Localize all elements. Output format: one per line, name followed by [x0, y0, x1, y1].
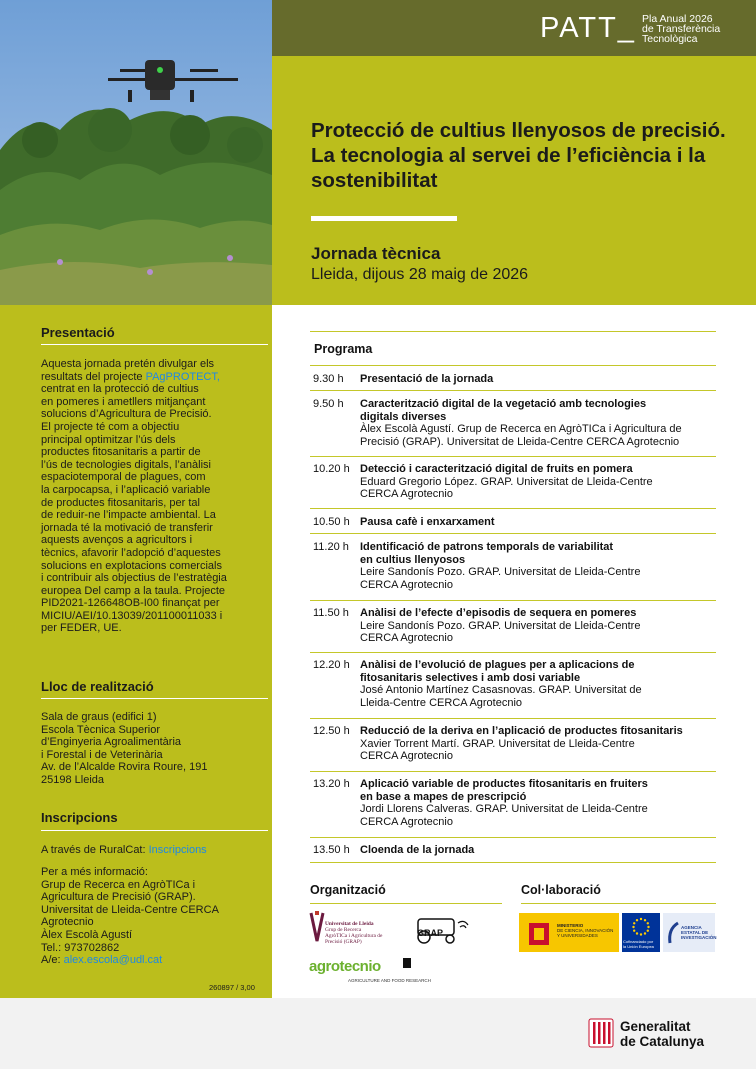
eu-logo: Cofinanciado por la Unión Europea	[622, 913, 660, 952]
program-time: 11.50 h	[313, 607, 349, 619]
patt-logo: PATT_	[540, 12, 636, 44]
program-rule	[310, 837, 716, 838]
project-link[interactable]: PAgPROTECT,	[145, 370, 220, 383]
spain-coat-of-arms-icon	[525, 919, 553, 947]
aei-logo: AGENCIA ESTATAL DE INVESTIGACIÓN	[663, 913, 715, 952]
org-divider	[310, 903, 502, 904]
program-rule	[310, 652, 716, 653]
program-rule	[310, 390, 716, 391]
program-rule	[310, 365, 716, 366]
program-rule	[310, 600, 716, 601]
program-time: 10.20 h	[313, 463, 350, 475]
aei-mark-icon	[666, 921, 680, 945]
program-item: Aplicació variable de productes fitosanitaris en fruiters en base a mapes de prescripció Jordi Llorens Calveras. GRAP. Universitat de Lleida-Centre CERCA Agrotecnio	[360, 778, 648, 828]
program-item: Presentació de la jornada	[360, 373, 494, 385]
event-date: Lleida, dijous 28 maig de 2026	[311, 266, 529, 283]
inscripcions-link[interactable]: Inscripcions	[148, 844, 207, 856]
reference-code: 260897 / 3,00	[209, 983, 255, 992]
program-time: 9.30 h	[313, 373, 344, 385]
program-rule	[310, 862, 716, 863]
program-rule	[310, 508, 716, 509]
eu-stars-icon	[630, 916, 652, 936]
section-divider	[41, 830, 268, 831]
program-item: Anàlisi de l’efecte d’episodis de sequera en pomeres Leire Sandonís Pozo. GRAP. Universitat de Lleida-Centre CERCA Agrotecnio	[360, 607, 641, 645]
presentacio-heading: Presentació	[41, 325, 115, 340]
program-time: 13.50 h	[313, 844, 350, 856]
generalitat-emblem-icon	[588, 1018, 614, 1048]
lloc-heading: Lloc de realització	[41, 679, 154, 694]
section-divider	[41, 344, 268, 345]
ministerio-logo: MINISTERIO DE CIENCIA, INNOVACIÓN Y UNIVERSIDADES	[519, 913, 619, 952]
agrotecnio-logo: agrotecnio	[309, 958, 381, 975]
presentacio-text: Aquesta jornada pretén divulgar els resultats del projecte PAgPROTECT, centrat en la protecció de cultius en pomeres i ametllers mitjançant solucions d’Agricultura de Precisió. El projecte té com a objectiu principal optimitzar l’ús dels productes fitosanitaris a partir de l’ús de tecnologies digitals, l’anàlisi espaciotemporal de plagues, com la carpocapsa, i l’aplicació variable de productes fitosanitaris, per tal de reduir-ne l’impacte ambiental. La jornada té la motivació de transferir aquests avenços a agricultors i tècnics, afavorir l’adopció d’aquestes solucions en explotacions comercials i contribuir als objectius de l’estratègia europea Del camp a la taula. Projecte PID2021-126648OB-I00 finançat per MICIU/AEI/10.13039/201100011033 i per FEDER, UE.	[41, 358, 227, 635]
lloc-text: Sala de graus (edifici 1) Escola Tècnica Superior d’Enginyeria Agroalimentària i Forestal i de Veterinària Av. de l’Alcalde Rovira Roure, 191 25198 Lleida	[41, 711, 208, 786]
program-item: Reducció de la deriva en l’aplicació de productes fitosanitaris Xavier Torrent Martí. GRAP. Universitat de Lleida-Centre CERCA Agrotecnio	[360, 725, 683, 763]
program-time: 13.20 h	[313, 778, 350, 790]
page-title: Protecció de cultius llenyosos de precisió. La tecnologia al servei de l’eficiència i la sostenibilitat	[311, 119, 726, 192]
program-time: 12.20 h	[313, 659, 350, 671]
program-item: Cloenda de la jornada	[360, 844, 475, 856]
drone-orchard-photo	[0, 0, 272, 305]
program-time: 10.50 h	[313, 516, 350, 528]
program-item: Caracterització digital de la vegetació amb tecnologies digitals diverses Àlex Escolà Agustí. Grup de Recerca en AgròTICa i Agricultura de Precisió (GRAP). Universitat de Lleida-Centre CERCA Agrotecnio	[360, 398, 682, 448]
contact-info: Per a més informació: Grup de Recerca en AgròTICa i Agricultura de Precisió (GRAP). Universitat de Lleida-Centre CERCA Agrotecnio Àlex Escolà Agustí Tel.: 973702862 A/e: alex.escola@udl.cat	[41, 866, 219, 967]
program-rule	[310, 771, 716, 772]
programa-heading: Programa	[314, 342, 373, 356]
cerca-mark-icon	[403, 958, 411, 968]
generalitat-logo: Generalitat de Catalunya	[620, 1019, 705, 1049]
program-rule	[310, 533, 716, 534]
inscripcions-heading: Inscripcions	[41, 810, 118, 825]
program-rule	[310, 718, 716, 719]
organitzacio-heading: Organització	[310, 883, 386, 897]
inscripcions-via: A través de RuralCat: Inscripcions	[41, 844, 207, 856]
program-time: 11.20 h	[313, 541, 349, 553]
plan-label: Pla Anual 2026 de Transferència Tecnològica	[642, 13, 721, 45]
program-time: 9.50 h	[313, 398, 344, 410]
program-time: 12.50 h	[313, 725, 350, 737]
program-item: Identificació de patrons temporals de variabilitat en cultius llenyosos Leire Sandonís Pozo. GRAP. Universitat de Lleida-Centre CERCA Agrotecnio	[360, 541, 641, 591]
email-link[interactable]: alex.escola@udl.cat	[63, 954, 163, 967]
program-item: Anàlisi de l’evolució de plagues per a aplicacions de fitosanitaris selectives i amb dosi variable José Antonio Martínez Casasnovas. GRAP. Universitat de Lleida-Centre CERCA Agrotecnio	[360, 659, 642, 709]
program-item: Pausa cafè i enxarxament	[360, 516, 495, 528]
agrotecnio-tagline: AGRICULTURE AND FOOD RESEARCH	[348, 978, 431, 983]
program-rule	[310, 456, 716, 457]
collab-divider	[521, 903, 716, 904]
udl-emblem-icon	[309, 911, 325, 945]
event-type: Jornada tècnica	[311, 244, 441, 263]
section-divider	[41, 698, 268, 699]
program-item: Detecció i caracterització digital de fruits en pomera Eduard Gregorio López. GRAP. Universitat de Lleida-Centre CERCA Agrotecnio	[360, 463, 653, 501]
program-top-rule	[310, 331, 716, 332]
title-divider	[311, 216, 457, 221]
collaboracio-heading: Col·laboració	[521, 883, 601, 897]
